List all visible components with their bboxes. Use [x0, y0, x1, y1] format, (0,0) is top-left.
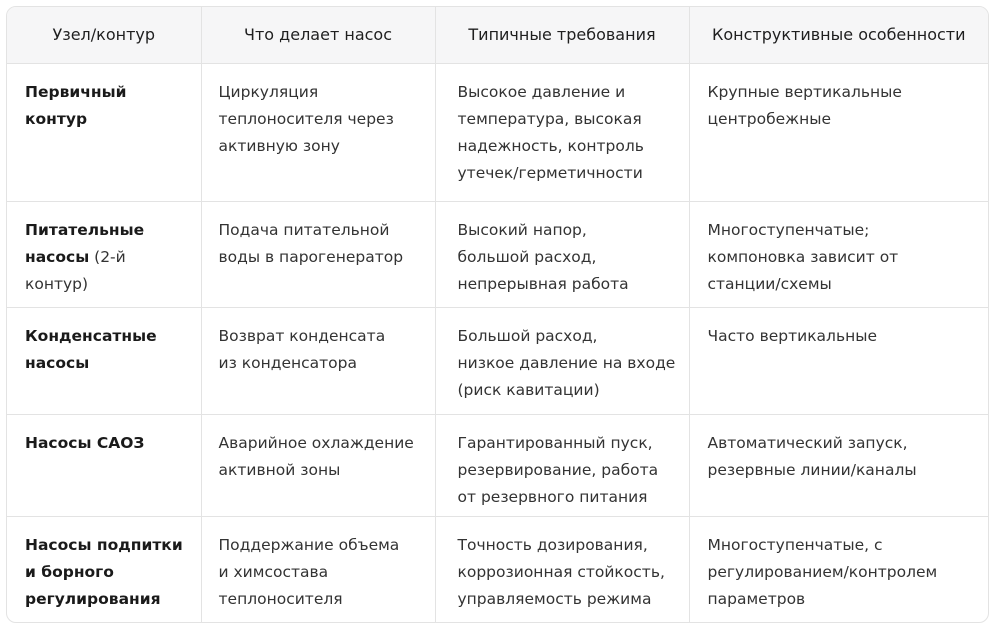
table-row: [7, 414, 988, 516]
text-line: и химсостава: [218, 562, 329, 581]
header-design: Конструктивные особенности: [689, 7, 988, 63]
text-line: активной зоны: [218, 460, 341, 479]
table-row: [7, 63, 988, 201]
node-line: Питательные: [25, 220, 145, 239]
node-line: Насосы САОЗ: [25, 433, 145, 452]
text-line: Циркуляция: [218, 82, 319, 101]
text-line: (риск кавитации): [457, 380, 600, 399]
text-line: большой расход,: [457, 247, 597, 266]
text-line: коррозионная стойкость,: [457, 562, 665, 581]
text-line: теплоносителя через: [218, 109, 394, 128]
node-line: и борного: [25, 562, 114, 581]
table-row: [7, 516, 988, 622]
cell-design: [689, 201, 988, 307]
text-line: центробежные: [707, 109, 832, 128]
cell-node: [7, 63, 201, 201]
cell-design: [689, 307, 988, 414]
text-line: воды в парогенератор: [218, 247, 404, 266]
text-line: станции/схемы: [707, 274, 832, 293]
text-line: Большой расход,: [457, 326, 598, 345]
text-line: утечек/герметичности: [457, 163, 643, 182]
node-line: Конденсатные: [25, 326, 157, 345]
node-line: регулирования: [25, 589, 161, 608]
node-line: Первичный: [25, 82, 127, 101]
text-line: Крупные вертикальные: [707, 82, 902, 101]
text-line: теплоносителя: [218, 589, 343, 608]
text-line: Часто вертикальные: [707, 326, 878, 345]
node-line: насосы: [25, 247, 90, 266]
text-line: Поддержание объема: [218, 535, 400, 554]
text-line: компоновка зависит от: [707, 247, 899, 266]
text-line: Автоматический запуск,: [707, 433, 908, 452]
header-node: Узел/контур: [7, 7, 201, 63]
text-line: температура, высокая: [457, 109, 642, 128]
text-line: управляемость режима: [457, 589, 652, 608]
cell-requirements: [435, 307, 689, 414]
text-line: непрерывная работа: [457, 274, 629, 293]
text-line: Точность дозирования,: [457, 535, 648, 554]
pump-table-container: [6, 6, 989, 623]
text-line: резервные линии/каналы: [707, 460, 917, 479]
cell-function: [201, 414, 435, 516]
cell-design: [689, 516, 988, 622]
text-line: Аварийное охлаждение: [218, 433, 414, 452]
cell-node: [7, 201, 201, 307]
text-line: Многоступенчатые;: [707, 220, 870, 239]
text-line: от резервного питания: [457, 487, 648, 506]
table-row: [7, 307, 988, 414]
text-line: Многоступенчатые, с: [707, 535, 883, 554]
node-line-with-suffix: [25, 244, 191, 298]
text-line: Возврат конденсата: [218, 326, 386, 345]
text-line: низкое давление на входе: [457, 353, 676, 372]
cell-function: [201, 307, 435, 414]
node-line: контур: [25, 109, 88, 128]
text-line: параметров: [707, 589, 806, 608]
cell-requirements: [435, 516, 689, 622]
cell-node: [7, 516, 201, 622]
node-suffix: (2-й контур): [25, 247, 126, 293]
cell-node: [7, 414, 201, 516]
pump-table: [7, 7, 988, 622]
cell-requirements: [435, 63, 689, 201]
text-line: регулированием/контролем: [707, 562, 938, 581]
text-line: активную зону: [218, 136, 340, 155]
table-row: [7, 201, 988, 307]
cell-requirements: [435, 201, 689, 307]
text-line: Высокий напор,: [457, 220, 587, 239]
table-header-row: [7, 7, 988, 63]
node-line: Насосы подпитки: [25, 535, 183, 554]
text-line: Гарантированный пуск,: [457, 433, 653, 452]
header-function: Что делает насос: [201, 7, 435, 63]
text-line: Высокое давление и: [457, 82, 626, 101]
text-line: резервирование, работа: [457, 460, 659, 479]
text-line: Подача питательной: [218, 220, 390, 239]
cell-design: [689, 414, 988, 516]
cell-function: [201, 63, 435, 201]
text-line: надежность, контроль: [457, 136, 644, 155]
node-line: насосы: [25, 353, 90, 372]
header-requirements: Типичные требования: [435, 7, 689, 63]
cell-requirements: [435, 414, 689, 516]
cell-node: [7, 307, 201, 414]
cell-function: [201, 516, 435, 622]
cell-function: [201, 201, 435, 307]
cell-design: [689, 63, 988, 201]
text-line: из конденсатора: [218, 353, 357, 372]
